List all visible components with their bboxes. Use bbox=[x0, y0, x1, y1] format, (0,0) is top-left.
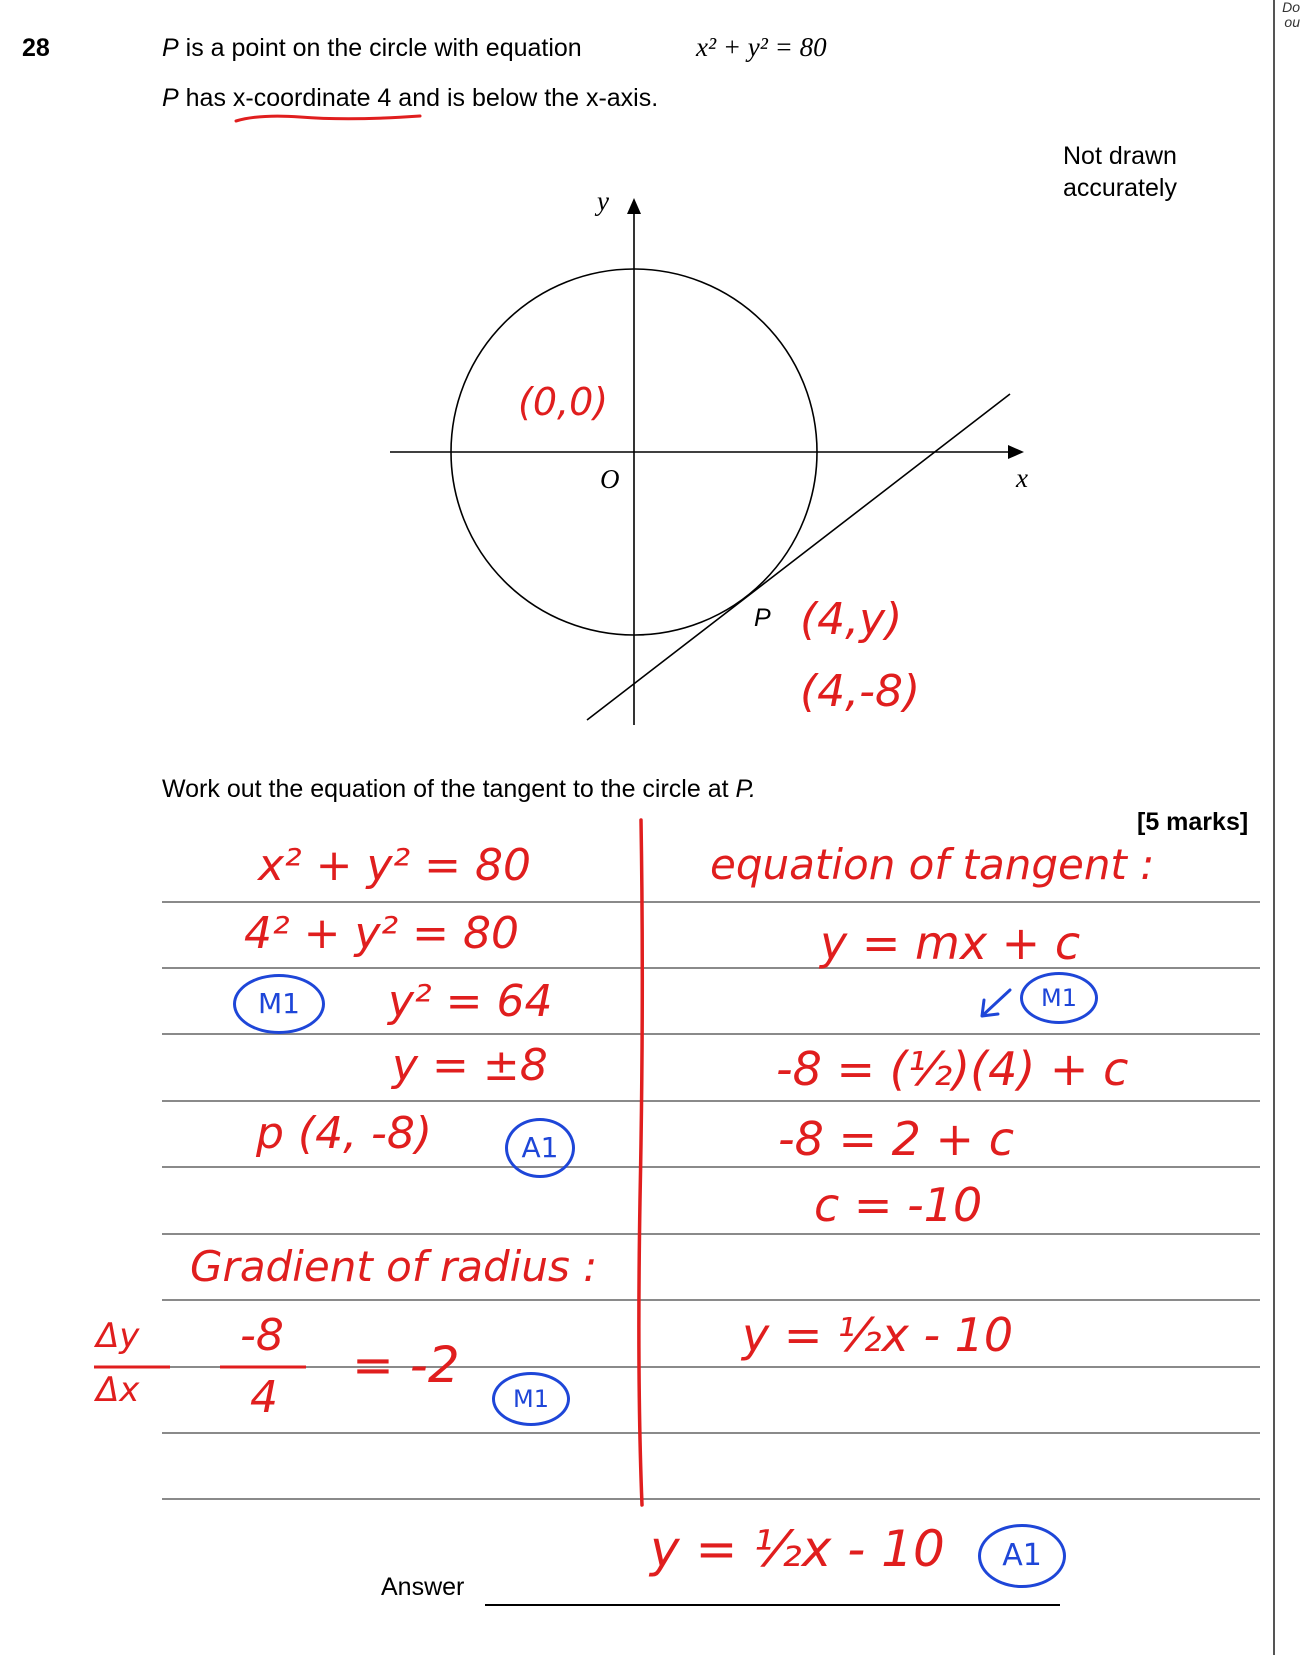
step-right-3: -8 = 2 + c bbox=[778, 1112, 1014, 1166]
step-left-5: p (4, -8) bbox=[256, 1108, 433, 1159]
question-number: 28 bbox=[22, 34, 50, 62]
point-note-2: (4,-8) bbox=[800, 666, 921, 717]
mark-badge-a1: A1 bbox=[978, 1524, 1066, 1588]
origin-note: (0,0) bbox=[518, 380, 609, 424]
instruction-text: Work out the equation of the tangent to the circle at P. bbox=[162, 775, 756, 803]
mark-badge-m1: M1 bbox=[492, 1372, 570, 1426]
gradient-numerator: -8 bbox=[240, 1310, 284, 1361]
point-note-1: (4,y) bbox=[800, 594, 903, 645]
step-left-2: 4² + y² = 80 bbox=[244, 908, 519, 959]
mark-badge-m1: M1 bbox=[1020, 972, 1098, 1024]
gradient-result: = -2 bbox=[352, 1336, 460, 1394]
final-answer: y = ½x - 10 bbox=[650, 1520, 945, 1578]
gradient-heading: Gradient of radius : bbox=[190, 1242, 598, 1291]
step-right-4: c = -10 bbox=[814, 1178, 983, 1232]
gradient-dx: Δx bbox=[96, 1370, 140, 1410]
margin-note: Do ou bbox=[1282, 0, 1300, 30]
step-right-1: y = mx + c bbox=[820, 916, 1081, 970]
step-left-1: x² + y² = 80 bbox=[258, 840, 532, 891]
marks-label: [5 marks] bbox=[1137, 808, 1249, 836]
mark-badge-a1: A1 bbox=[505, 1118, 575, 1178]
gradient-dy: Δy bbox=[96, 1316, 140, 1356]
question-line-1: P is a point on the circle with equation bbox=[162, 34, 582, 62]
mark-badge-m1: M1 bbox=[233, 974, 325, 1034]
point-p-label: P bbox=[754, 604, 771, 632]
answer-label: Answer bbox=[381, 1573, 465, 1601]
answer-line bbox=[485, 1604, 1060, 1606]
x-axis-label: x bbox=[1016, 463, 1028, 493]
step-right-2: -8 = (½)(4) + c bbox=[776, 1042, 1129, 1096]
step-left-4: y = ±8 bbox=[392, 1040, 548, 1091]
tangent-heading: equation of tangent : bbox=[710, 840, 1155, 889]
origin-label: O bbox=[600, 464, 620, 494]
step-left-3: y² = 64 bbox=[388, 976, 553, 1027]
gradient-denominator: 4 bbox=[250, 1372, 278, 1423]
tangent-result: y = ½x - 10 bbox=[742, 1308, 1014, 1362]
not-drawn-note: Not drawn accurately bbox=[1063, 142, 1177, 202]
question-line-2: P has x-coordinate 4 and is below the x-axis. bbox=[162, 84, 659, 112]
y-axis-label: y bbox=[597, 186, 609, 216]
circle-equation: x² + y² = 80 bbox=[696, 32, 827, 62]
